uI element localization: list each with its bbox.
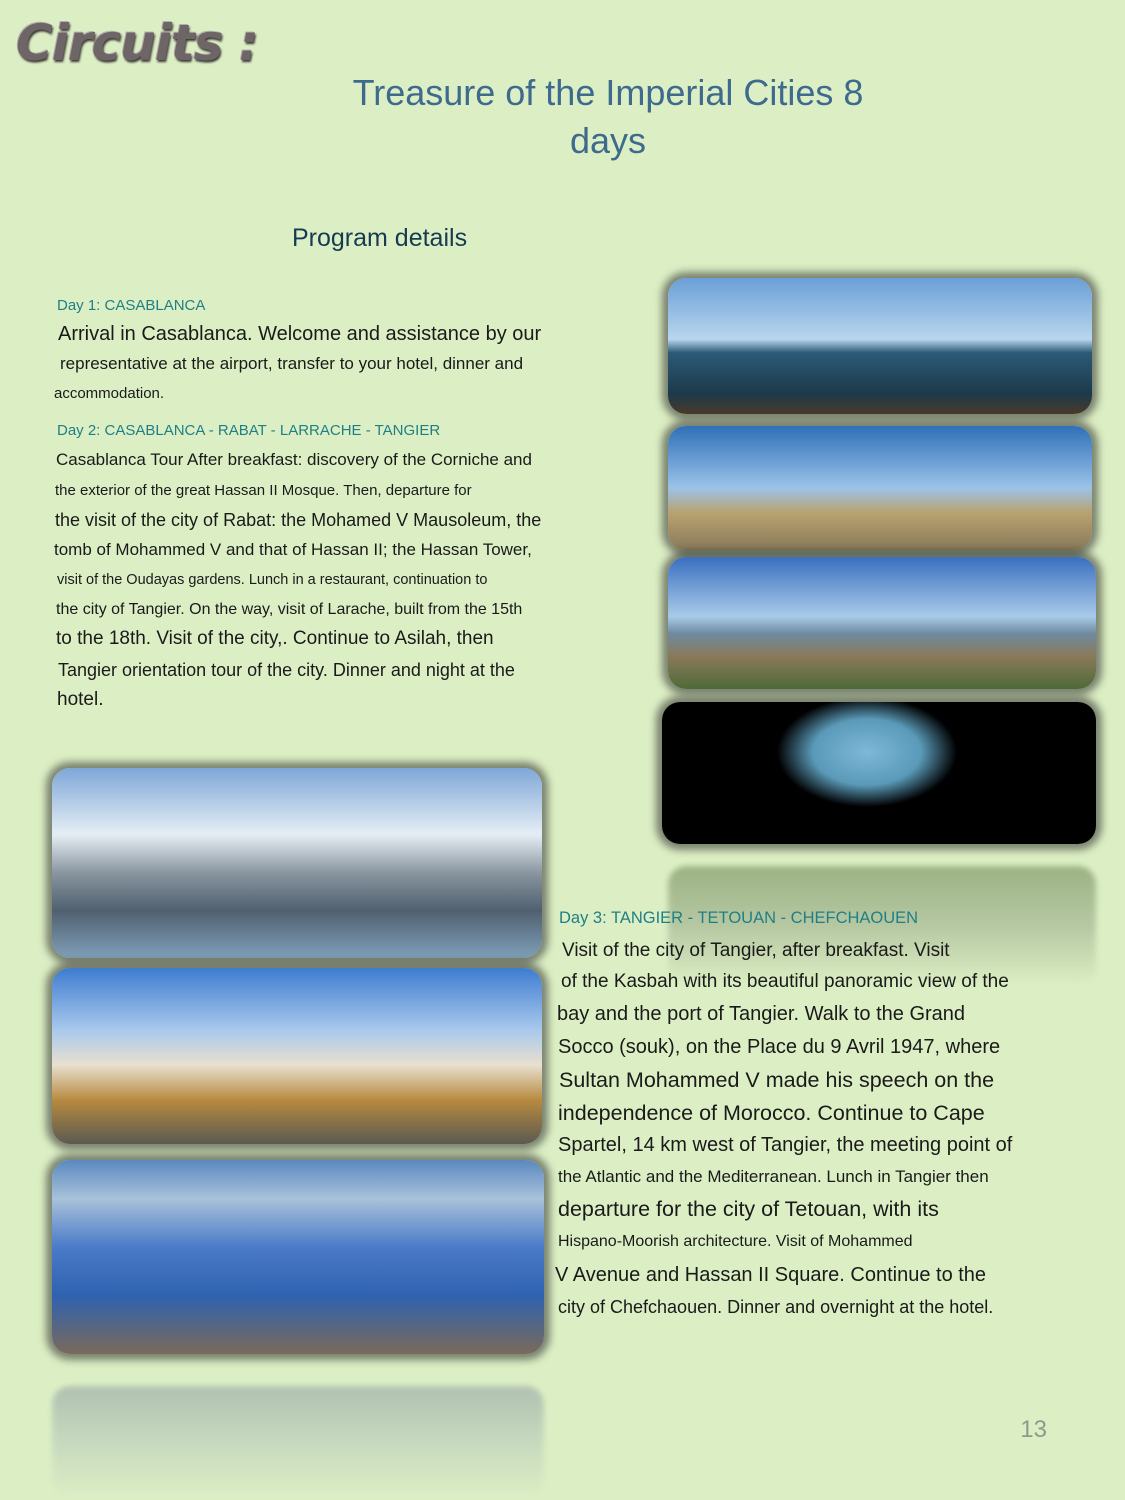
day2-line: the exterior of the great Hassan II Mosque. Then, departure for [55,482,472,499]
photo-reflection [52,1386,544,1500]
photo-chefchaouen [52,1160,544,1354]
photo-tangier-port [52,768,542,958]
day1-heading: Day 1: CASABLANCA [57,297,206,314]
page-number: 13 [1020,1416,1047,1443]
day3-line: Spartel, 14 km west of Tangier, the meeting point of [558,1134,1013,1156]
day3-line: departure for the city of Tetouan, with its [558,1197,939,1221]
page-title-line2: days [569,120,647,161]
day3-line: V Avenue and Hassan II Square. Continue to the [555,1264,987,1286]
day2-line: tomb of Mohammed V and that of Hassan II; the Hassan Tower, [54,540,532,559]
day2-line: the visit of the city of Rabat: the Mohamed V Mausoleum, the [55,510,542,530]
day3-line: the Atlantic and the Mediterranean. Lunch in Tangier then [558,1167,989,1186]
day3-line: Hispano-Moorish architecture. Visit of Mohammed [558,1233,913,1250]
day2-line: to the 18th. Visit of the city,. Continue to Asilah, then [56,628,494,649]
day2-line: hotel. [57,689,104,710]
day1-line: accommodation. [54,385,165,402]
day3-line: city of Chefchaouen. Dinner and overnight at the hotel. [558,1297,994,1317]
day2-line: Casablanca Tour After breakfast: discovery of the Corniche and [56,450,532,469]
photo-tangier-square [52,968,542,1144]
photo-cave-hercules [662,702,1096,844]
day2-line: Tangier orientation tour of the city. Dinner and night at the [58,660,515,680]
day3-line: bay and the port of Tangier. Walk to the Grand [557,1003,966,1025]
day1-line: Arrival in Casablanca. Welcome and assistance by our [58,323,542,345]
page-title-line1: Treasure of the Imperial Cities 8 [352,72,864,113]
day2-line: visit of the Oudayas gardens. Lunch in a restaurant, continuation to [57,572,488,588]
day3-line: Visit of the city of Tangier, after breakfast. Visit [562,940,950,961]
section-title: Circuits : [16,14,258,72]
day2-heading: Day 2: CASABLANCA - RABAT - LARRACHE - TANGIER [57,422,441,439]
program-subtitle: Program details [292,224,468,252]
photo-rabat-mausoleum [668,426,1092,550]
day1-line: representative at the airport, transfer to your hotel, dinner and [60,354,524,373]
day3-heading: Day 3: TANGIER - TETOUAN - CHEFCHAOUEN [559,909,919,927]
photo-hassan-ii-mosque [668,278,1092,414]
photo-larache-coast [668,557,1096,689]
day3-line: Sultan Mohammed V made his speech on the [559,1068,995,1092]
day3-line: independence of Morocco. Continue to Cape [558,1101,985,1125]
day3-line: Socco (souk), on the Place du 9 Avril 1947, where [558,1036,1001,1058]
day3-line: of the Kasbah with its beautiful panoramic view of the [561,971,1009,992]
day2-line: the city of Tangier. On the way, visit of Larache, built from the 15th [56,601,523,618]
